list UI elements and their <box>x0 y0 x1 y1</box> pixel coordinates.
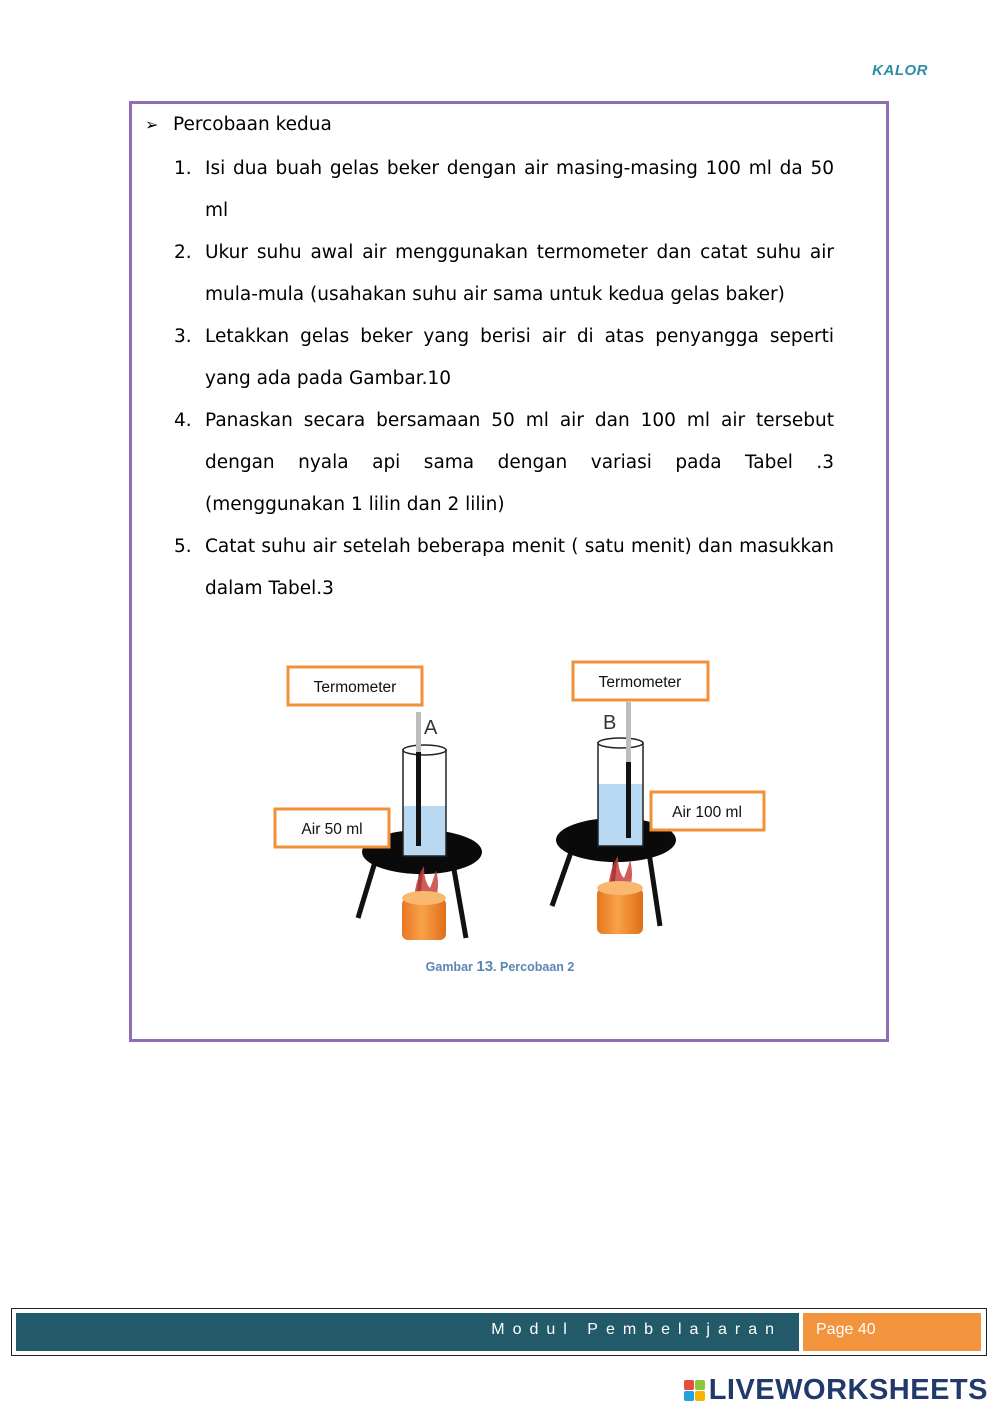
candle-top <box>597 881 643 895</box>
liveworksheets-logo-text: LIVEWORKSHEETS <box>708 1374 988 1406</box>
step-number: 1. <box>174 158 192 179</box>
step-number: 5. <box>174 536 192 557</box>
arrow-bullet-icon: ➢ <box>145 115 159 134</box>
step-text: Catat suhu air setelah beberapa menit ( satu menit) dan masukkan dalam Tabel.3 <box>205 536 834 599</box>
list-item <box>174 526 834 610</box>
liveworksheets-logo[interactable] <box>684 1374 988 1407</box>
label-termometer-b <box>573 662 708 700</box>
bullet-heading <box>145 114 332 135</box>
label-air-b <box>651 792 764 830</box>
label-b: B <box>603 712 617 734</box>
thermometer <box>626 702 631 762</box>
svg-text:Termometer: Termometer <box>313 679 397 696</box>
step-number: 4. <box>174 410 192 431</box>
caption-prefix: Gambar <box>425 960 477 974</box>
svg-text:Air 100 ml: Air 100 ml <box>672 804 742 821</box>
list-item <box>174 400 834 526</box>
experiment-illustration <box>260 652 780 952</box>
step-number: 3. <box>174 326 192 347</box>
beaker-rim <box>403 745 446 755</box>
svg-text:Air 50 ml: Air 50 ml <box>301 821 363 838</box>
label-a: A <box>424 717 438 739</box>
steps-list <box>174 148 834 610</box>
page-header-title: KALOR <box>872 62 928 79</box>
step-text: Isi dua buah gelas beker dengan air masing-masing 100 ml da 50 ml <box>205 158 834 221</box>
thermometer-stem <box>416 752 421 846</box>
liveworksheets-logo-icon <box>684 1380 705 1401</box>
figure-caption <box>0 958 1000 975</box>
thermometer <box>416 712 421 752</box>
label-air-a <box>275 809 389 847</box>
bullet-text: Percobaan kedua <box>173 114 332 135</box>
caption-suffix: . Percobaan 2 <box>493 960 575 974</box>
page-number: Page 40 <box>816 1321 876 1338</box>
list-item <box>174 148 834 232</box>
beaker-rim <box>598 738 643 748</box>
label-termometer-a <box>288 667 422 705</box>
candle-top <box>402 891 446 905</box>
step-text: Panaskan secara bersamaan 50 ml air dan 100 ml air tersebut dengan nyala api sama dengan variasi pada Tabel .3 (menggunakan 1 lilin dan 2 lilin) <box>205 410 834 515</box>
list-item <box>174 316 834 400</box>
thermometer-stem <box>626 762 631 838</box>
step-text: Letakkan gelas beker yang berisi air di atas penyangga seperti yang ada pada Gambar.10 <box>205 326 834 389</box>
step-number: 2. <box>174 242 192 263</box>
step-text: Ukur suhu awal air menggunakan termometer dan catat suhu air mula-mula (usahakan suhu air sama untuk kedua gelas baker) <box>205 242 834 305</box>
water <box>598 784 643 846</box>
caption-number: 13 <box>476 958 494 975</box>
water <box>403 806 446 856</box>
list-item <box>174 232 834 316</box>
svg-text:Termometer: Termometer <box>598 674 682 691</box>
footer-module-title: Modul Pembelajaran <box>491 1321 782 1338</box>
